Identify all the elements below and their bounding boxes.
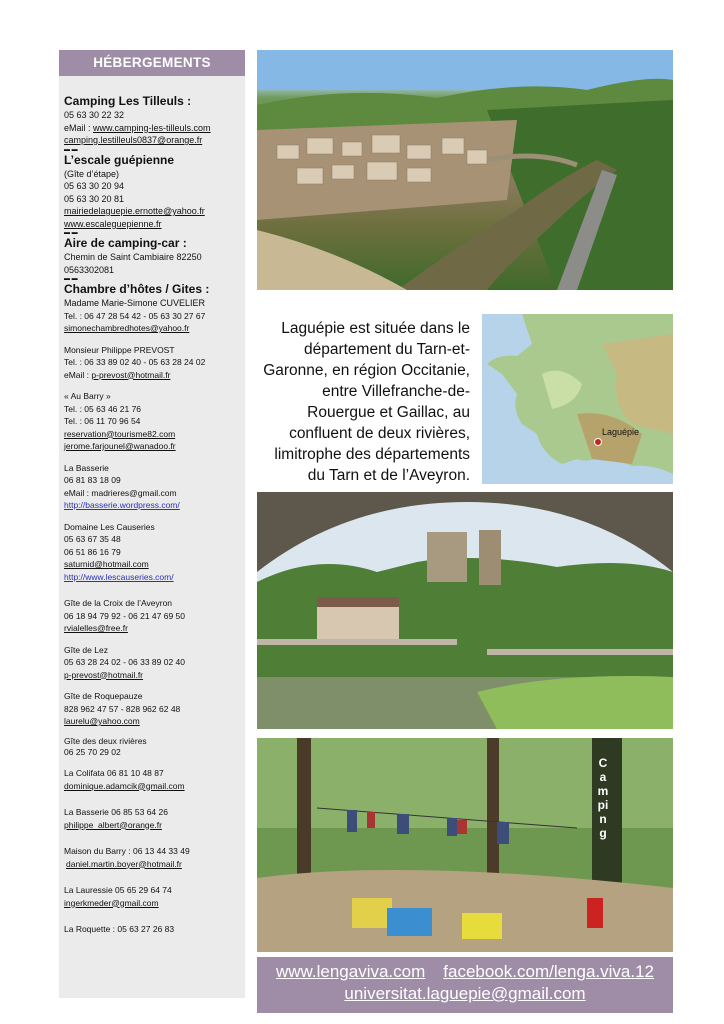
camping-photo-illustration	[257, 738, 673, 952]
listing-email-link[interactable]: simonechambredhotes@yahoo.fr	[64, 323, 190, 333]
camping-photo	[257, 738, 673, 952]
separator: ▬ ▬	[64, 276, 78, 282]
listing-name: La Roquette : 05 63 27 26 83	[64, 924, 175, 934]
listing-phone: 06 81 83 18 09	[64, 475, 121, 485]
intro-paragraph: Laguépie est située dans le département du Tarn-et-Garonne, en région Occitanie, entre Villefranche-de-Rouergue et Gaillac, au confluent de deux rivières, limitrophe des départements du Tarn et de l’Aveyron.	[263, 320, 470, 484]
listing-email-link[interactable]: philippe_albert@orange.fr	[64, 819, 162, 830]
listing-email-link[interactable]: mairiedelaguepie.ernotte@yahoo.fr	[64, 206, 205, 216]
listing-email-link[interactable]: rvialelles@free.fr	[64, 623, 128, 633]
arch-photo-illustration	[257, 492, 673, 729]
listing-website-link[interactable]: http://www.lescauseries.com/	[64, 571, 174, 582]
france-map	[482, 314, 673, 484]
listing-note: (Gîte d’étape)	[64, 168, 120, 179]
listing-email-link[interactable]: laurelu@yahoo.com	[64, 716, 140, 726]
listing-name: Gîte de la Croix de l’Aveyron	[64, 598, 173, 608]
listing-name: Gîte des deux rivières	[64, 735, 147, 746]
river-arch-photo	[257, 492, 673, 729]
listing-phone: 06 18 94 79 92 - 06 21 47 69 50	[64, 610, 185, 621]
listing-name: Monsieur Philippe PREVOST	[64, 344, 175, 355]
listing-phone: 06 51 86 16 79	[64, 546, 121, 557]
footer-banner	[257, 957, 673, 1013]
footer-facebook-link[interactable]: facebook.com/lenga.viva.12	[443, 962, 655, 981]
footer-website-link[interactable]: www.lengaviva.com	[275, 962, 426, 981]
listing-name: La Lauressie 05 65 29 64 74	[64, 885, 172, 895]
listing-email-link[interactable]: reservation@tourisme82.com	[64, 428, 176, 439]
listing-name: Aire de camping-car :	[64, 236, 187, 250]
footer-links-row	[257, 962, 673, 982]
listing-website-link[interactable]: www.camping-les-tilleuls.com	[93, 122, 211, 133]
listing-website-link[interactable]: www.escaleguepienne.fr	[64, 218, 162, 229]
listing-phone: 828 962 47 57 - 828 962 62 48	[64, 703, 181, 714]
camping-vertical-label: Camping	[597, 756, 609, 840]
listing-website-link[interactable]: http://basserie.wordpress.com/	[64, 500, 180, 510]
listing-owner: Madame Marie-Simone CUVELIER	[64, 298, 206, 308]
listing-email-link[interactable]: saturnid@hotmail.com	[64, 559, 149, 569]
sidebar-title: HÉBERGEMENTS	[59, 50, 245, 76]
listing-email-link[interactable]: ingerkmeder@gmail.com	[64, 897, 159, 908]
separator: ▬ ▬	[64, 230, 78, 236]
listing-name: Gîte de Roquepauze	[64, 691, 143, 701]
map-location-label: Laguépie	[602, 427, 640, 437]
listing-phone: Tel. : 06 11 70 96 54	[64, 416, 141, 426]
listing-name: Maison du Barry : 06 13 44 33 49	[64, 846, 190, 856]
listing-name: L’escale guépienne	[64, 152, 175, 167]
listing-email-link[interactable]: jerome.farjounel@wanadoo.fr	[64, 441, 176, 451]
listing-name: Camping Les Tilleuls :	[64, 94, 192, 108]
listing-email-link[interactable]: daniel.martin.boyer@hotmail.fr	[66, 858, 182, 869]
listing-phone: 05 63 30 20 81	[64, 193, 125, 204]
listing-website-line: eMail : www.camping-les-tilleuls.com	[64, 122, 211, 133]
france-map-illustration	[482, 314, 673, 484]
listing-email-link[interactable]: p-prevost@hotmail.fr	[91, 369, 171, 380]
listing-name: La Basserie 06 85 53 64 26	[64, 807, 168, 817]
listing-address: Chemin de Saint Cambiaire 82250	[64, 252, 202, 262]
footer-email-link[interactable]: universitat.laguepie@gmail.com	[344, 984, 586, 1003]
listing-email-link[interactable]: p-prevost@hotmail.fr	[64, 669, 144, 680]
separator: ▬ ▬	[64, 146, 78, 153]
listing-name: Gîte de Lez	[64, 644, 108, 655]
listing-email: eMail : madrieres@gmail.com	[64, 487, 177, 498]
listing-email-link[interactable]: camping.lestilleuls0837@orange.fr	[64, 135, 203, 145]
location-marker-icon	[594, 438, 602, 446]
accommodation-list	[59, 76, 245, 936]
listing-phone: Tel. : 06 33 89 02 40 - 05 63 28 24 02	[64, 357, 206, 367]
village-photo-illustration	[257, 50, 673, 290]
listing-name: La Basserie	[64, 462, 109, 473]
listing-phone: 05 63 30 20 94	[64, 181, 125, 191]
listing-name: La Colifata 06 81 10 48 87	[64, 768, 164, 778]
accommodation-sidebar	[59, 50, 245, 998]
listing-email-line: eMail : p-prevost@hotmail.fr	[64, 369, 171, 380]
listing-phone: 05 63 30 22 32	[64, 110, 125, 120]
listing-phone: 0563302081	[64, 264, 115, 275]
listing-name: « Au Barry »	[64, 391, 111, 401]
listing-phone: 05 63 67 35 48	[64, 534, 121, 544]
listing-phone: 06 25 70 29 02	[64, 746, 121, 757]
village-aerial-photo	[257, 50, 673, 290]
listing-name: Domaine Les Causeries	[64, 521, 155, 532]
listing-name: Chambre d’hôtes / Gites :	[64, 282, 210, 296]
listing-phone: 05 63 28 24 02 - 06 33 89 02 40	[64, 657, 185, 667]
listing-phone: Tel. : 06 47 28 54 42 - 05 63 30 27 67	[64, 310, 206, 321]
listing-phone: Tel. : 05 63 46 21 76	[64, 403, 142, 414]
listing-email-link[interactable]: dominique.adamcik@gmail.com	[64, 780, 185, 791]
